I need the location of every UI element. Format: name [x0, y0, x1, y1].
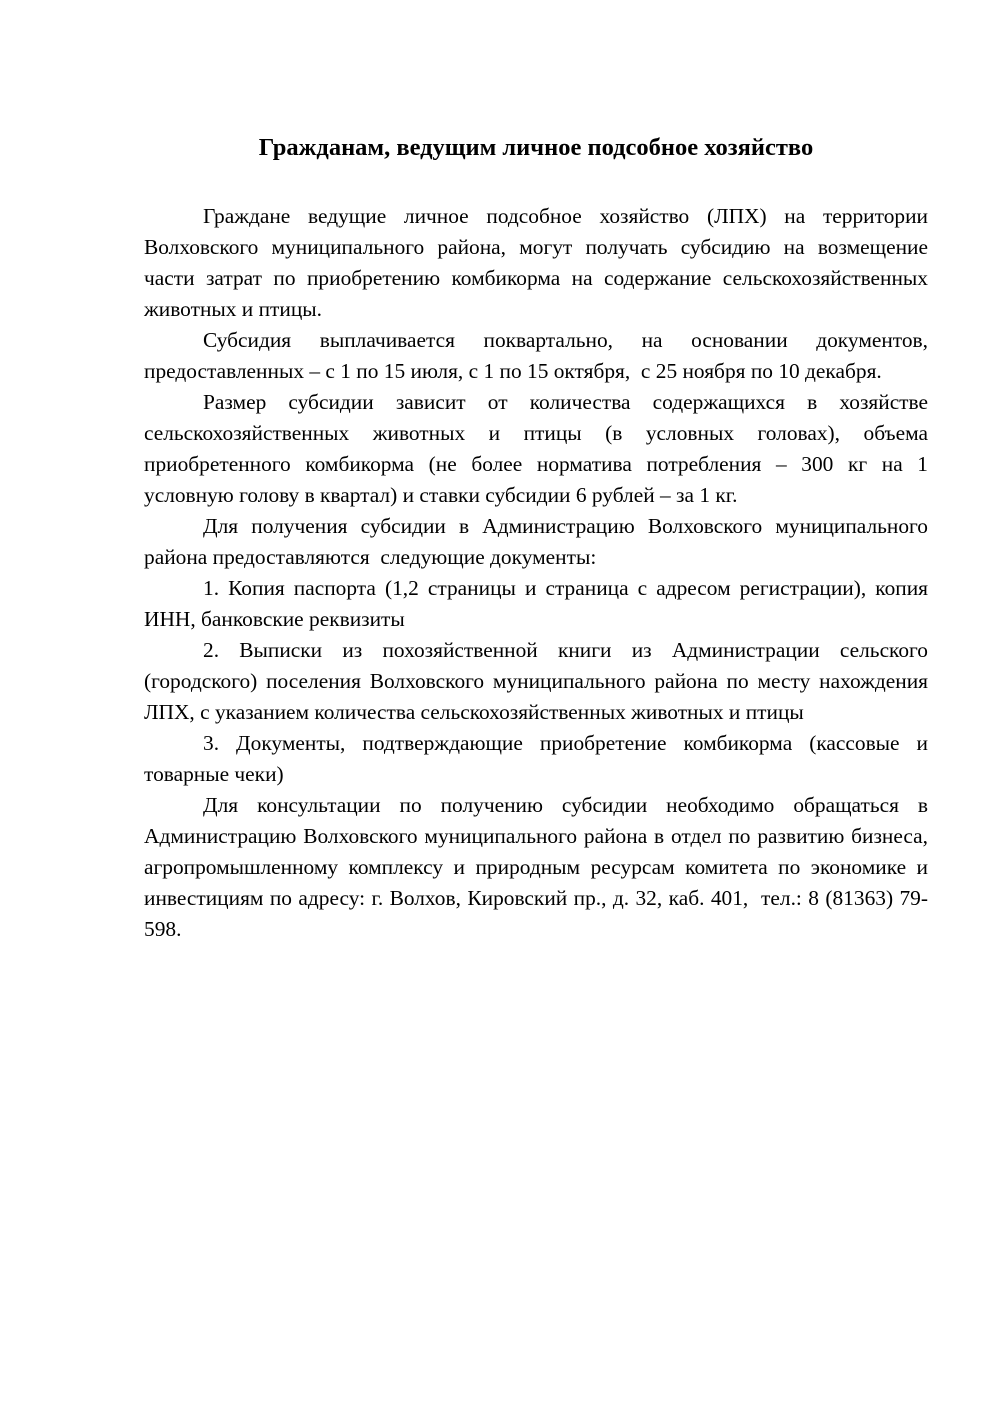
paragraph-required-documents: Для получения субсидии в Администрацию Волховского муниципального района предоставляются следующие документы:	[144, 514, 934, 569]
paragraph-subsidy-amount: Размер субсидии зависит от количества содержащихся в хозяйстве сельскохозяйственных животных и птицы (в условных головах), объема приобретенного комбикорма (не более норматива потребления – 300 кг на 1 условную голову в квартал) и ставки субсидии 6 рублей – за 1 кг.	[144, 390, 934, 507]
paragraph-payment-schedule: Субсидия выплачивается поквартально, на основании документов, предоставленных – с 1 по 15 июля, с 1 по 15 октября, с 25 ноября по 10 декабря.	[144, 328, 934, 383]
paragraph-intro: Граждане ведущие личное подсобное хозяйство (ЛПХ) на территории Волховского муниципального района, могут получать субсидию на возмещение части затрат по приобретению комбикорма на содержание сельскохозяйственных животных и птицы.	[144, 204, 934, 321]
list-item-household-extract: 2. Выписки из похозяйственной книги из Администрации сельского (городского) поселения Волховского муниципального района по месту нахождения ЛПХ, с указанием количества сельскохозяйственных животных и птицы	[144, 638, 934, 724]
page-title: Гражданам, ведущим личное подсобное хозяйство	[258, 134, 814, 161]
document-body	[144, 201, 934, 945]
list-item-passport: 1. Копия паспорта (1,2 страницы и страница с адресом регистрации), копия ИНН, банковские реквизиты	[144, 576, 934, 631]
list-item-purchase-receipts: 3. Документы, подтверждающие приобретение комбикорма (кассовые и товарные чеки)	[144, 731, 934, 786]
paragraph-contact-info: Для консультации по получению субсидии необходимо обращаться в Администрацию Волховского муниципального района в отдел по развитию бизнеса, агропромышленному комплексу и природным ресурсам комитета по экономике и инвестициям по адресу: г. Волхов, Кировский пр., д. 32, каб. 401, тел.: 8 (81363) 79-598.	[144, 793, 934, 941]
